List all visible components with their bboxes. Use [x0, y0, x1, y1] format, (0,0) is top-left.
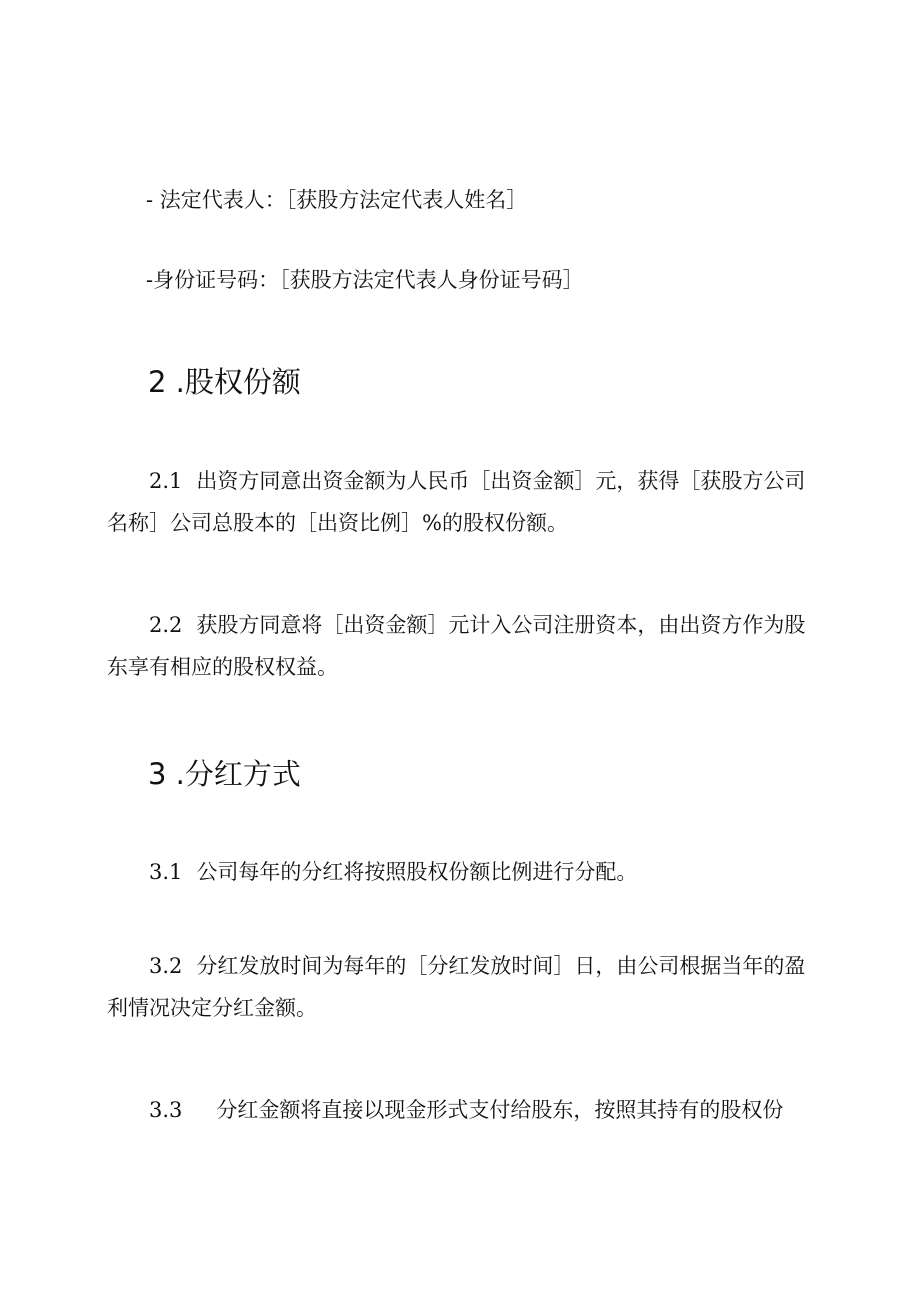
- clause-text: 公司每年的分红将按照股权份额比例进行分配。: [196, 860, 638, 884]
- clause-text: 获股方同意将［出资金额］元计入公司注册资本，由出资方作为股东享有相应的股权权益。: [107, 613, 806, 679]
- section-heading-equity-share: 2 .股权份额: [148, 365, 301, 399]
- clause-number: 2.2: [149, 613, 183, 637]
- clause-3-3: [107, 1089, 807, 1131]
- clause-number: 3.3: [149, 1098, 183, 1122]
- clause-text: 分红发放时间为每年的［分红发放时间］日，由公司根据当年的盈利情况决定分红金额。: [107, 954, 806, 1020]
- legal-representative-line: - 法定代表人：［获股方法定代表人姓名］: [146, 188, 528, 212]
- clause-3-1: [107, 851, 807, 893]
- clause-number: 3.2: [149, 954, 183, 978]
- clause-3-2: [107, 945, 807, 1029]
- clause-2-1: [107, 460, 807, 544]
- clause-number: 2.1: [149, 469, 183, 493]
- clause-text: 分红金额将直接以现金形式支付给股东，按照其持有的股权份: [216, 1098, 784, 1122]
- section-heading-dividend-method: 3 .分红方式: [148, 757, 301, 791]
- clause-2-2: [107, 604, 807, 688]
- clause-text: 出资方同意出资金额为人民币［出资金额］元，获得［获股方公司名称］公司总股本的［出资比例］%的股权份额。: [107, 469, 806, 535]
- clause-number: 3.1: [149, 860, 183, 884]
- id-number-line: -身份证号码：［获股方法定代表人身份证号码］: [146, 268, 584, 292]
